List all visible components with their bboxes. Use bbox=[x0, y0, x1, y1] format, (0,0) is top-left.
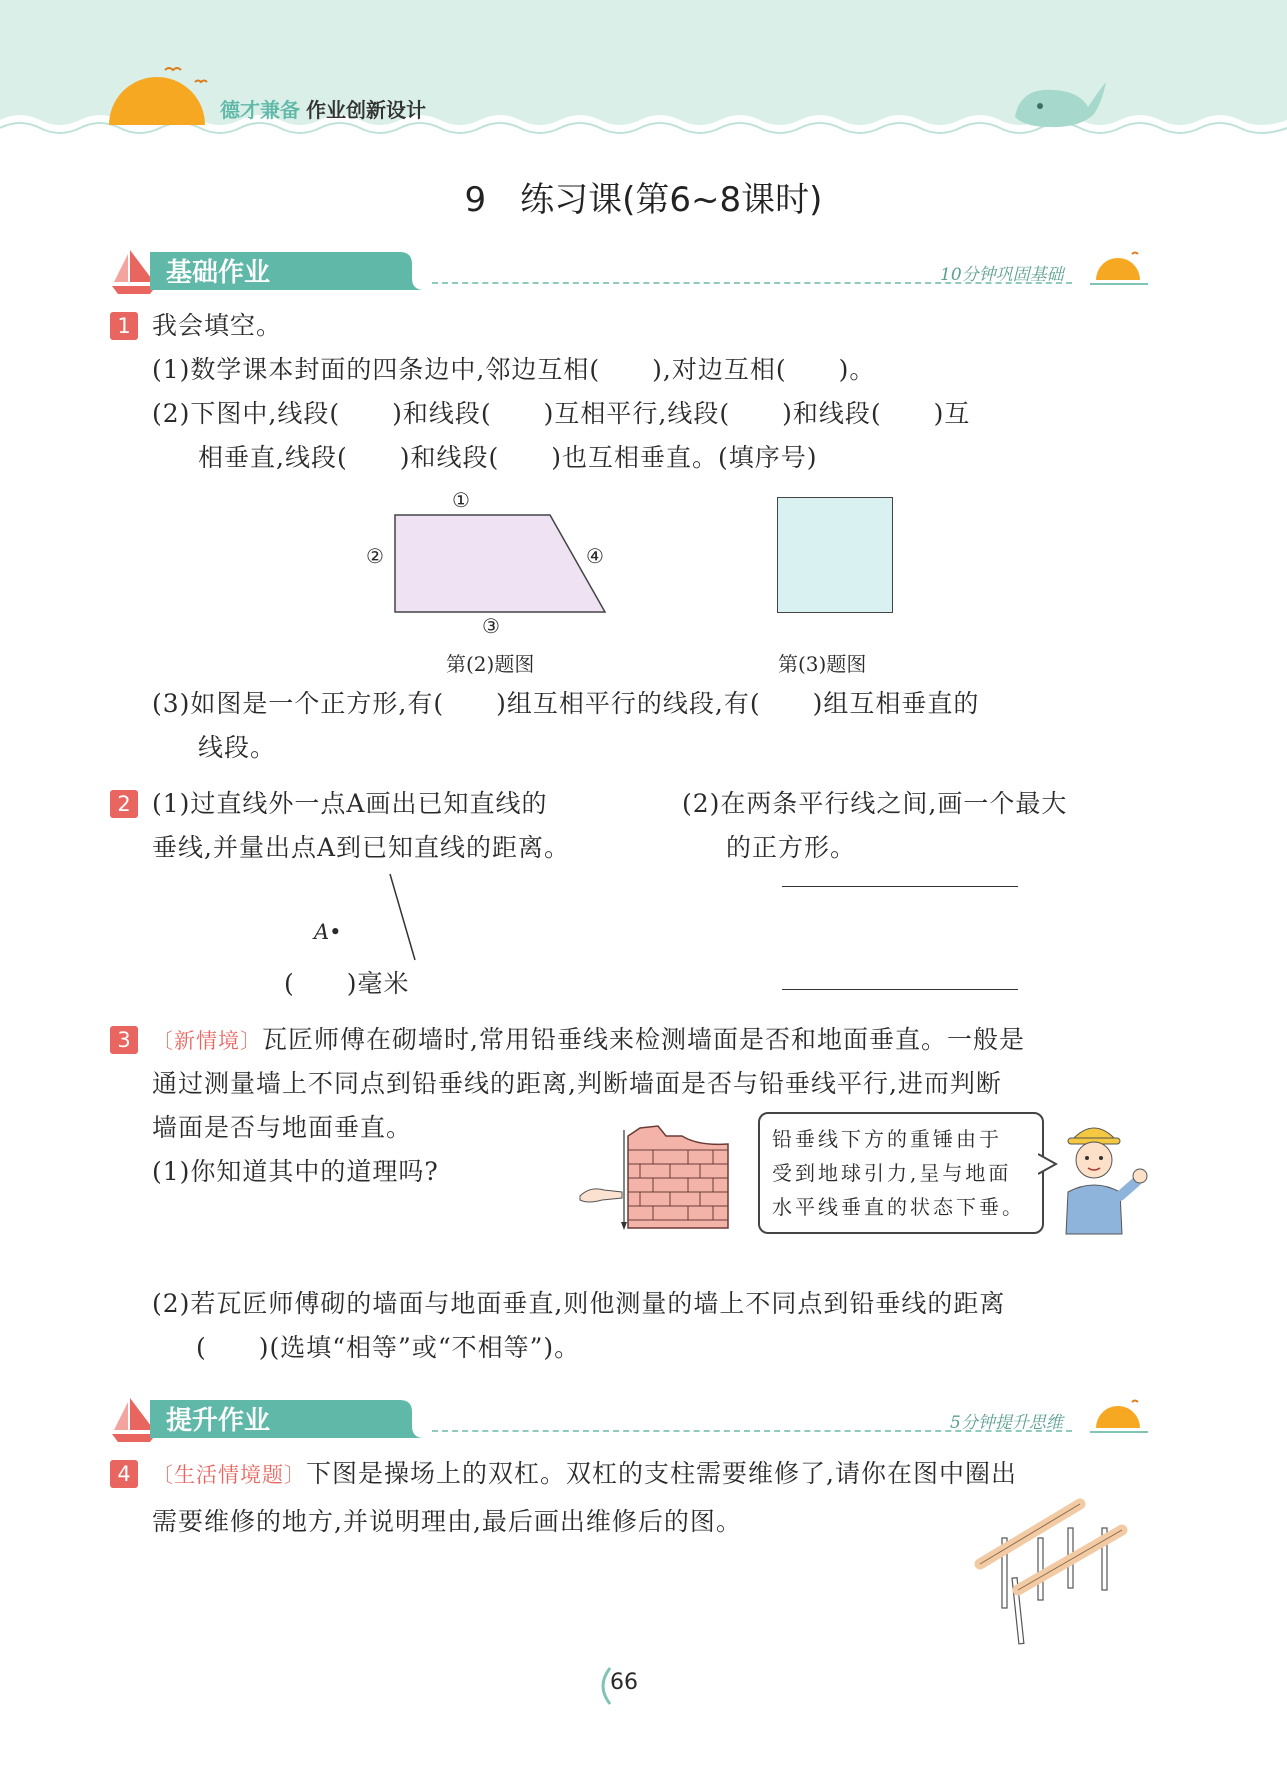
trapezoid-label-3: ③ bbox=[482, 614, 500, 638]
q1-part2-line2: 相垂直,线段( )和线段( )也互相垂直。(填序号) bbox=[198, 443, 818, 472]
question-number-2: 2 bbox=[110, 790, 138, 818]
section-hint-basic: 10分钟巩固基础 bbox=[940, 265, 1064, 285]
q2-left-line2: 垂线,并量出点A到已知直线的距离。 bbox=[152, 833, 571, 862]
q2-right-line1: (2)在两条平行线之间,画一个最大 bbox=[682, 789, 1068, 818]
brand-title bbox=[220, 94, 426, 123]
q1-part3-line2: 线段。 bbox=[198, 733, 277, 762]
point-a-dot: • bbox=[329, 920, 342, 944]
q1-part2-line1: (2)下图中,线段( )和线段( )互相平行,线段( )和线段( )互 bbox=[152, 399, 971, 428]
q3-line1 bbox=[152, 1022, 1025, 1059]
figure-square bbox=[777, 497, 893, 613]
q3-line3: 墙面是否与地面垂直。 bbox=[152, 1113, 413, 1142]
brick-wall-illustration bbox=[578, 1116, 732, 1232]
question-number-3: 3 bbox=[110, 1026, 138, 1054]
bubble-line-2: 受到地球引力,呈与地面 bbox=[772, 1161, 1012, 1185]
q1-part3-line1: (3)如图是一个正方形,有( )组互相平行的线段,有( )组互相垂直的 bbox=[152, 689, 980, 718]
page-number: 66 bbox=[610, 1670, 638, 1695]
q2-given-line bbox=[380, 872, 430, 964]
parallel-bars-illustration bbox=[972, 1498, 1132, 1648]
q3-part2-line2: ( )(选填“相等”或“不相等”)。 bbox=[196, 1333, 581, 1362]
bubble-line-3: 水平线垂直的状态下垂。 bbox=[772, 1195, 1025, 1219]
section-header-advanced bbox=[110, 1394, 1150, 1444]
q2-left-line1: (1)过直线外一点A画出已知直线的 bbox=[152, 789, 548, 818]
q4-tag: 〔生活情境题〕 bbox=[152, 1463, 306, 1487]
q2-point-a bbox=[314, 920, 342, 944]
trapezoid-label-4: ④ bbox=[586, 544, 604, 568]
page-title: 9 练习课(第6~8课时) bbox=[464, 180, 823, 220]
question-number-4: 4 bbox=[110, 1460, 138, 1488]
q1-part1: (1)数学课本封面的四条边中,邻边互相( ),对边互相( )。 bbox=[152, 355, 876, 384]
q3-line1-text: 瓦匠师傅在砌墙时,常用铅垂线来检测墙面是否和地面垂直。一般是 bbox=[262, 1025, 1025, 1054]
brand-accent: 德才兼备 bbox=[220, 98, 300, 122]
brand-main: 作业创新设计 bbox=[306, 98, 426, 122]
sun-small-icon bbox=[1090, 1398, 1150, 1438]
parallel-line-bottom bbox=[782, 989, 1018, 990]
q4-line2: 需要维修的地方,并说明理由,最后画出维修后的图。 bbox=[152, 1507, 742, 1536]
sun-icon bbox=[105, 60, 215, 130]
bubble-line-1: 铅垂线下方的重锤由于 bbox=[772, 1127, 1002, 1151]
section-hint-advanced: 5分钟提升思维 bbox=[950, 1413, 1063, 1433]
section-title-advanced: 提升作业 bbox=[166, 1406, 271, 1436]
whale-icon bbox=[1010, 72, 1110, 132]
q4-line1-text: 下图是操场上的双杠。双杠的支柱需要维修了,请你在图中圈出 bbox=[306, 1459, 1017, 1488]
worker-illustration bbox=[1054, 1116, 1154, 1236]
trapezoid-label-2: ② bbox=[366, 544, 384, 568]
q3-part1: (1)你知道其中的道理吗? bbox=[152, 1157, 439, 1186]
q3-line2: 通过测量墙上不同点到铅垂线的距离,判断墙面是否与铅垂线平行,进而判断 bbox=[152, 1069, 1002, 1098]
q2-right-line2: 的正方形。 bbox=[726, 833, 857, 862]
section-header-basic bbox=[110, 246, 1150, 296]
q3-tag: 〔新情境〕 bbox=[152, 1029, 262, 1053]
figure-2-caption: 第(2)题图 bbox=[446, 652, 535, 676]
q4-line1 bbox=[152, 1456, 1017, 1493]
sun-small-icon bbox=[1090, 250, 1150, 290]
question-number-1: 1 bbox=[110, 312, 138, 340]
q2-mm-answer: ( )毫米 bbox=[284, 969, 410, 998]
point-a-label: A bbox=[314, 920, 330, 944]
figure-3-caption: 第(3)题图 bbox=[778, 652, 867, 676]
q1-heading: 我会填空。 bbox=[152, 311, 283, 340]
q3-part2-line1: (2)若瓦匠师傅砌的墙面与地面垂直,则他测量的墙上不同点到铅垂线的距离 bbox=[152, 1289, 1006, 1318]
parallel-line-top bbox=[782, 886, 1018, 887]
section-title-basic: 基础作业 bbox=[166, 258, 271, 288]
trapezoid-label-1: ① bbox=[452, 488, 470, 512]
speech-bubble bbox=[758, 1112, 1044, 1234]
